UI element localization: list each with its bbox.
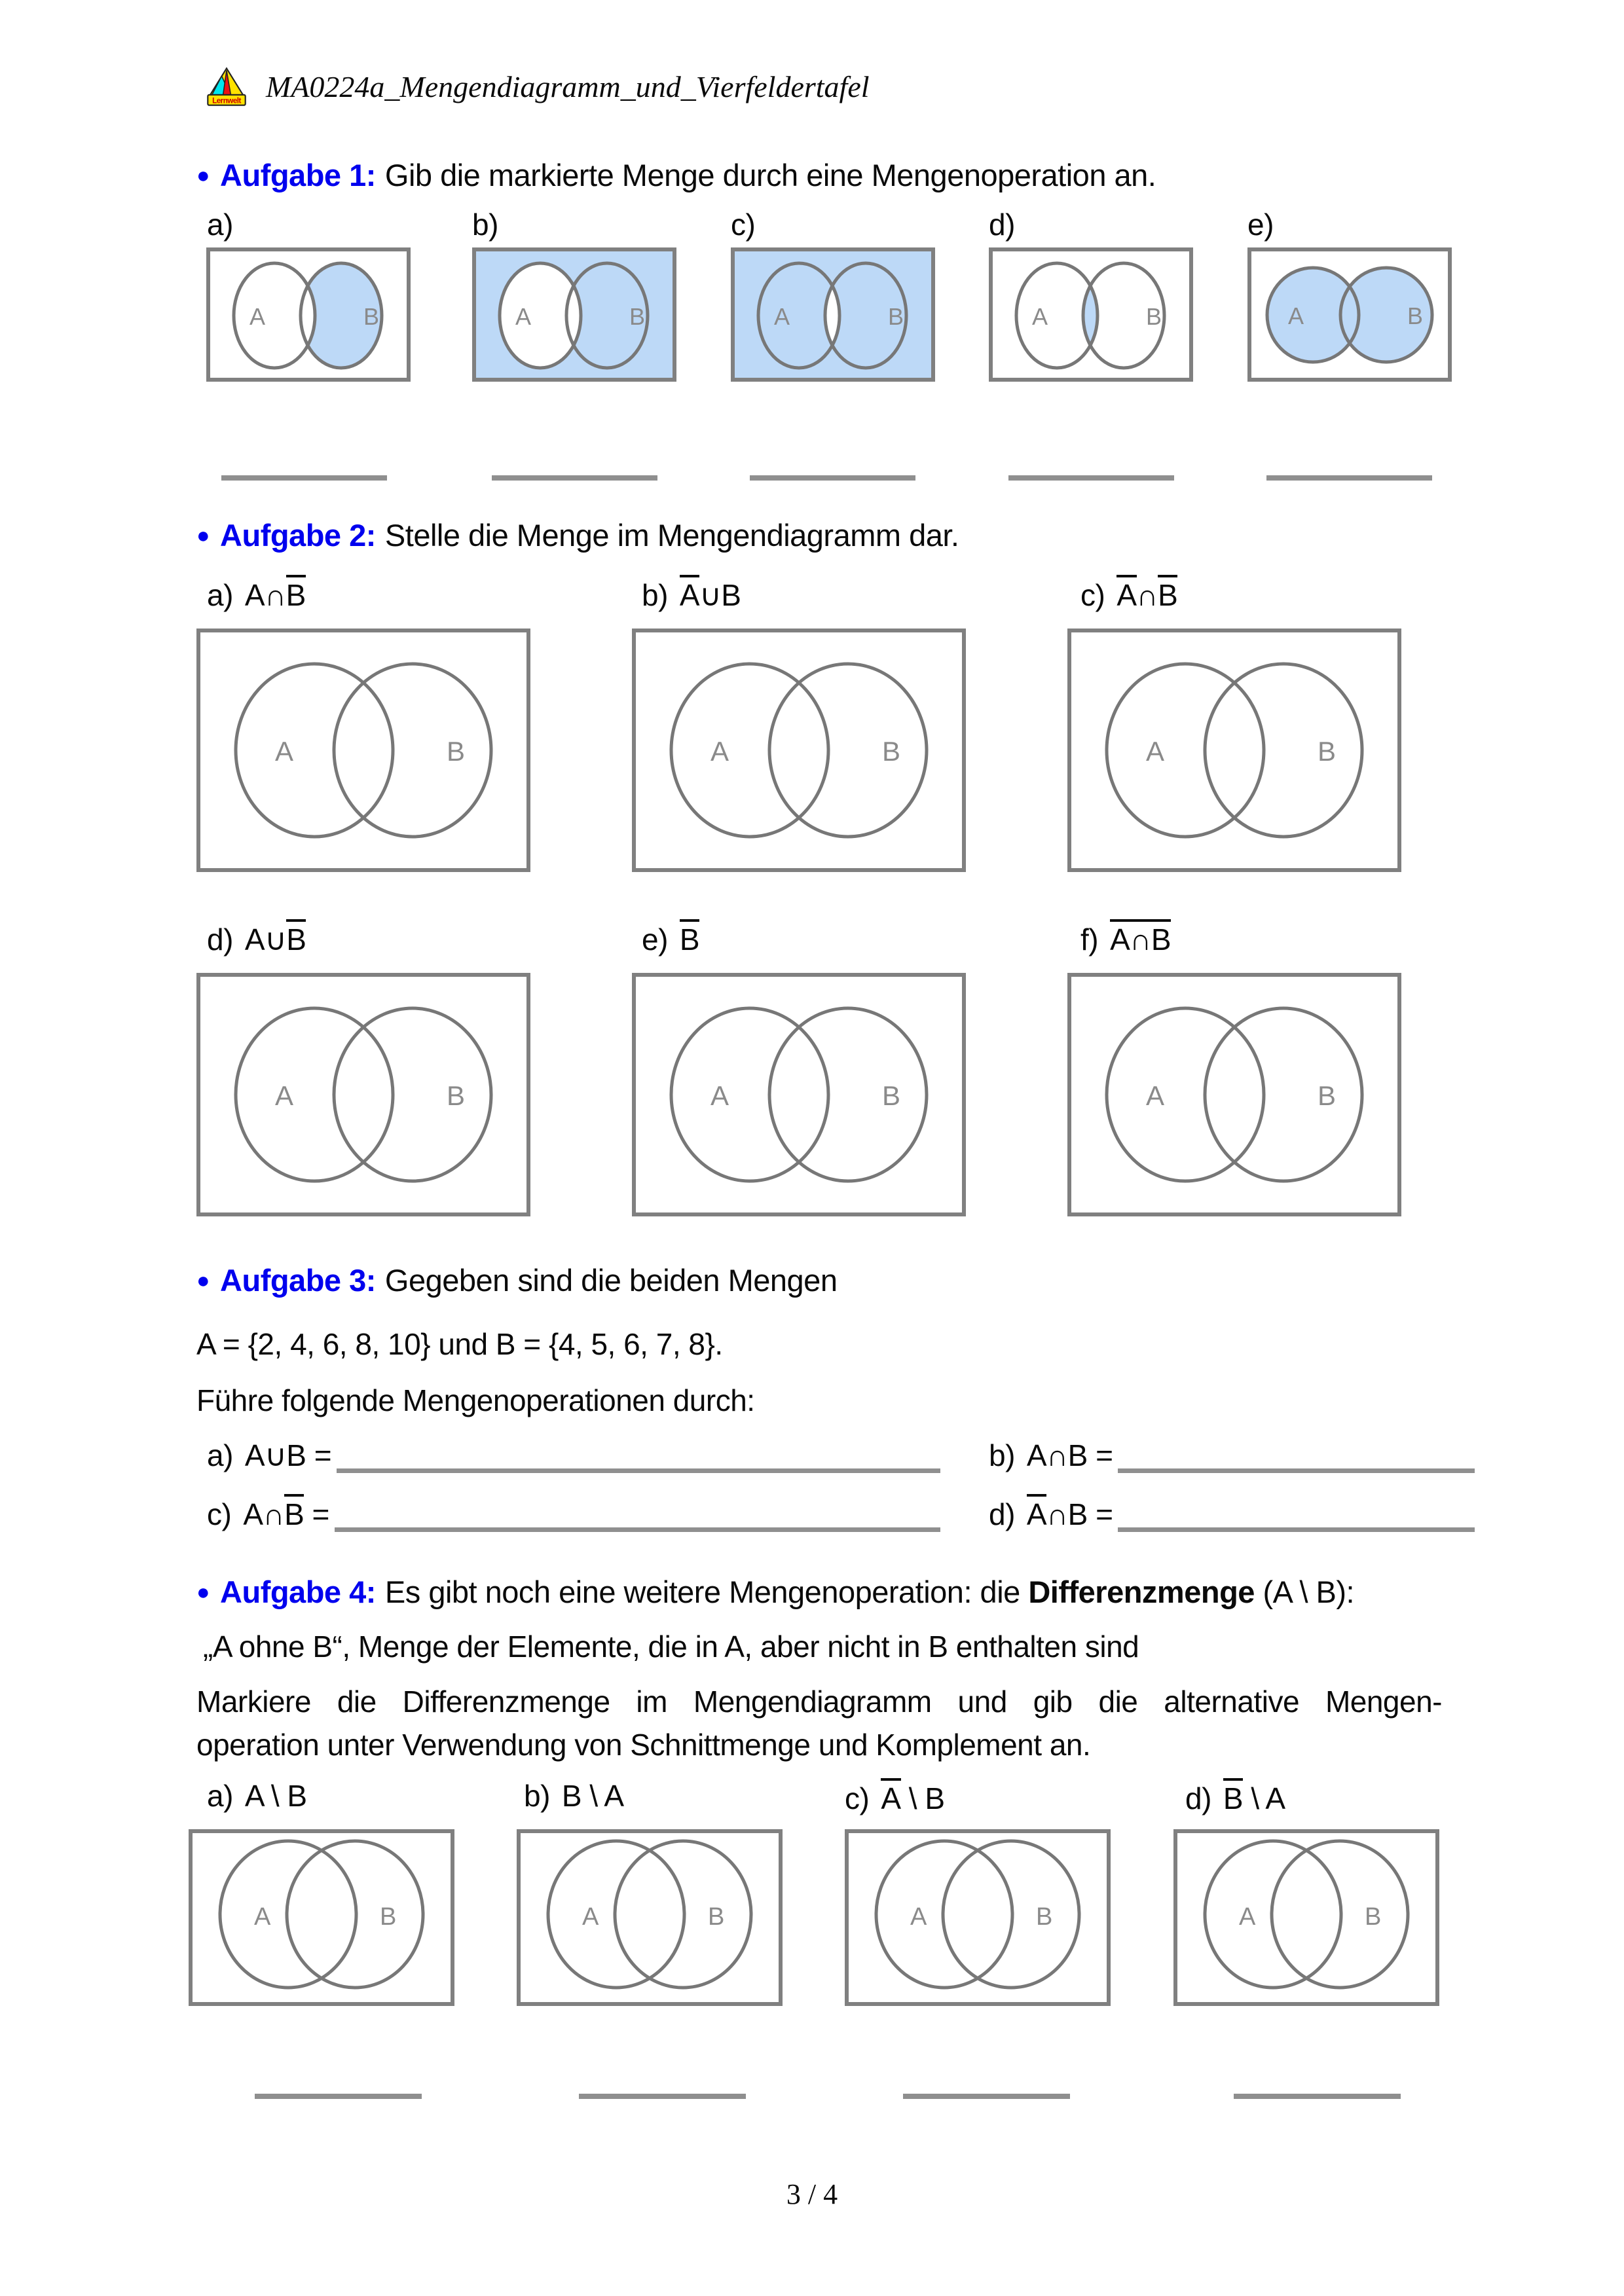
paragraph-line: operation unter Verwendung von Schnittmenge und Komplement an.: [196, 1728, 1091, 1762]
set-formula: A \ B: [244, 1779, 307, 1813]
task2-label: Aufgabe 2:: [220, 518, 376, 553]
task4-label: Aufgabe 4:: [220, 1575, 376, 1609]
item-key: b): [989, 1438, 1015, 1472]
task3-heading: [196, 1262, 837, 1298]
task1-item-c-key: c): [731, 208, 756, 242]
task1-instruction: Gib die markierte Menge durch eine Mengenoperation an.: [384, 158, 1156, 192]
task1-item-d-key: d): [989, 208, 1015, 242]
answer-line-4a[interactable]: [255, 2094, 422, 2099]
item-key: b): [642, 578, 668, 612]
answer-field-3d[interactable]: [1118, 1520, 1475, 1532]
item-key: c): [207, 1497, 232, 1531]
venn-task2-f[interactable]: [1067, 973, 1401, 1216]
task4-item-c: [845, 1778, 945, 1816]
task4-item-a: [207, 1778, 307, 1813]
svg-text:A: A: [710, 736, 729, 767]
set-formula: B \ A: [1223, 1778, 1285, 1816]
task2-item-a: [207, 575, 306, 613]
item-key: a): [207, 1438, 233, 1472]
task4-paragraph: [196, 1680, 1442, 1766]
svg-text:B: B: [888, 303, 904, 330]
set-formula: A∩B =: [1026, 1438, 1113, 1472]
item-key: c): [845, 1781, 870, 1815]
set-formula: A∩B =: [1027, 1494, 1113, 1532]
set-formula: A∪B =: [244, 1438, 332, 1472]
svg-text:B: B: [380, 1903, 396, 1931]
venn-task1-d: [989, 247, 1193, 382]
svg-text:A: A: [1146, 1080, 1164, 1111]
svg-text:A: A: [254, 1903, 270, 1931]
paragraph-line: Markiere die Differenzmenge im Mengendiagramm und gib die alternative Mengen-: [196, 1685, 1442, 1719]
answer-line-1e[interactable]: [1266, 475, 1432, 481]
task2-instruction: Stelle die Menge im Mengendiagramm dar.: [384, 518, 959, 553]
svg-text:A: A: [774, 303, 790, 330]
task2-item-b: [642, 575, 741, 613]
svg-text:B: B: [1318, 736, 1336, 767]
task1-item-b-key: b): [472, 208, 498, 242]
item-key: a): [207, 578, 233, 612]
answer-field-3b[interactable]: [1118, 1461, 1475, 1473]
svg-text:B: B: [447, 1080, 465, 1111]
task3-prompt: Führe folgende Mengenoperationen durch:: [196, 1383, 755, 1417]
svg-text:B: B: [363, 303, 379, 330]
set-formula: A∩B: [1110, 919, 1171, 957]
venn-task2-a[interactable]: [196, 629, 530, 872]
task1-label: Aufgabe 1:: [220, 158, 376, 192]
svg-text:A: A: [249, 303, 265, 330]
task4-item-d: [1185, 1778, 1285, 1816]
svg-text:B: B: [1365, 1903, 1381, 1931]
venn-task4-d[interactable]: [1173, 1829, 1439, 2006]
svg-text:A: A: [1146, 736, 1164, 767]
task4-quote-line: „A ohne B“, Menge der Elemente, die in A, aber nicht in B enthalten sind: [203, 1630, 1139, 1664]
venn-task1-e: [1247, 247, 1452, 382]
answer-line-1b[interactable]: [492, 475, 657, 481]
venn-task4-a[interactable]: [189, 1829, 454, 2006]
task3-eq-a: [207, 1438, 940, 1473]
task1-heading: [196, 157, 1156, 193]
item-key: b): [524, 1779, 550, 1813]
answer-line-1a[interactable]: [221, 475, 387, 481]
answer-line-4c[interactable]: [903, 2094, 1070, 2099]
venn-task2-d[interactable]: [196, 973, 530, 1216]
task3-eq-d: [989, 1494, 1475, 1532]
svg-text:A: A: [275, 1080, 293, 1111]
task3-eq-b: [989, 1438, 1475, 1473]
task1-item-e-key: e): [1247, 208, 1274, 242]
task3-eq-c: [207, 1494, 940, 1532]
venn-task1-b: [472, 247, 676, 382]
answer-line-1d[interactable]: [1008, 475, 1174, 481]
task3-sets-line: A = {2, 4, 6, 8, 10} und B = {4, 5, 6, 7, 8}.: [196, 1327, 723, 1361]
task3-instruction: Gegeben sind die beiden Mengen: [384, 1263, 838, 1298]
logo-text: Lernwelt: [212, 96, 241, 105]
venn-task2-c[interactable]: [1067, 629, 1401, 872]
item-key: d): [989, 1497, 1015, 1531]
item-key: a): [207, 1779, 233, 1813]
venn-task2-b[interactable]: [632, 629, 966, 872]
document-title: MA0224a_Mengendiagramm_und_Vierfeldertafel: [266, 69, 870, 103]
svg-text:A: A: [910, 1903, 927, 1931]
task1-item-a-key: a): [207, 208, 233, 242]
task3-label: Aufgabe 3:: [220, 1263, 376, 1298]
svg-text:A: A: [1239, 1903, 1255, 1931]
set-formula: A∩B =: [243, 1494, 329, 1532]
page-number: 3 / 4: [786, 2178, 838, 2210]
page-header: [204, 64, 870, 109]
svg-text:B: B: [708, 1903, 724, 1931]
svg-text:A: A: [582, 1903, 599, 1931]
bullet-icon: ●: [196, 523, 210, 548]
svg-text:A: A: [1288, 302, 1304, 329]
svg-text:A: A: [515, 303, 531, 330]
venn-task4-b[interactable]: [517, 1829, 783, 2006]
venn-task1-c: [731, 247, 935, 382]
venn-task2-e[interactable]: [632, 973, 966, 1216]
bullet-icon: ●: [196, 1580, 210, 1605]
answer-line-4d[interactable]: [1234, 2094, 1401, 2099]
answer-field-3c[interactable]: [335, 1520, 940, 1532]
item-key: f): [1080, 922, 1099, 957]
task4-heading: [196, 1574, 1354, 1610]
answer-line-1c[interactable]: [750, 475, 915, 481]
item-key: c): [1080, 578, 1105, 612]
venn-task1-a: [206, 247, 411, 382]
svg-text:B: B: [882, 1080, 900, 1111]
task2-item-c: [1080, 575, 1177, 613]
venn-task4-c[interactable]: [845, 1829, 1111, 2006]
svg-text:B: B: [1318, 1080, 1336, 1111]
item-key: d): [207, 922, 233, 957]
svg-text:B: B: [1407, 302, 1423, 329]
set-formula: A \ B: [881, 1778, 944, 1816]
set-formula: A∩B: [1116, 575, 1177, 613]
bullet-icon: ●: [196, 163, 210, 188]
svg-text:B: B: [1036, 1903, 1052, 1931]
set-formula: B: [680, 919, 699, 957]
task2-item-d: [207, 919, 306, 957]
task2-heading: [196, 517, 959, 553]
task2-item-e: [642, 919, 699, 957]
task4-instruction: Es gibt noch eine weitere Mengenoperation: die Differenzmenge (A \ B):: [384, 1575, 1355, 1609]
lernwelt-logo: [204, 64, 249, 109]
svg-text:A: A: [275, 736, 293, 767]
answer-field-3a[interactable]: [337, 1461, 940, 1473]
bullet-icon: ●: [196, 1268, 210, 1293]
svg-text:A: A: [1032, 303, 1048, 330]
svg-text:A: A: [710, 1080, 729, 1111]
set-formula: A∪B: [245, 919, 306, 957]
item-key: d): [1185, 1781, 1211, 1815]
set-formula: B \ A: [561, 1779, 624, 1813]
svg-text:B: B: [882, 736, 900, 767]
svg-text:B: B: [1146, 303, 1162, 330]
item-key: e): [642, 922, 668, 957]
svg-text:B: B: [629, 303, 645, 330]
task4-item-b: [524, 1778, 624, 1813]
set-formula: A∪B: [680, 575, 741, 613]
svg-text:B: B: [447, 736, 465, 767]
set-formula: A∩B: [245, 575, 306, 613]
task2-item-f: [1080, 919, 1171, 957]
answer-line-4b[interactable]: [579, 2094, 746, 2099]
